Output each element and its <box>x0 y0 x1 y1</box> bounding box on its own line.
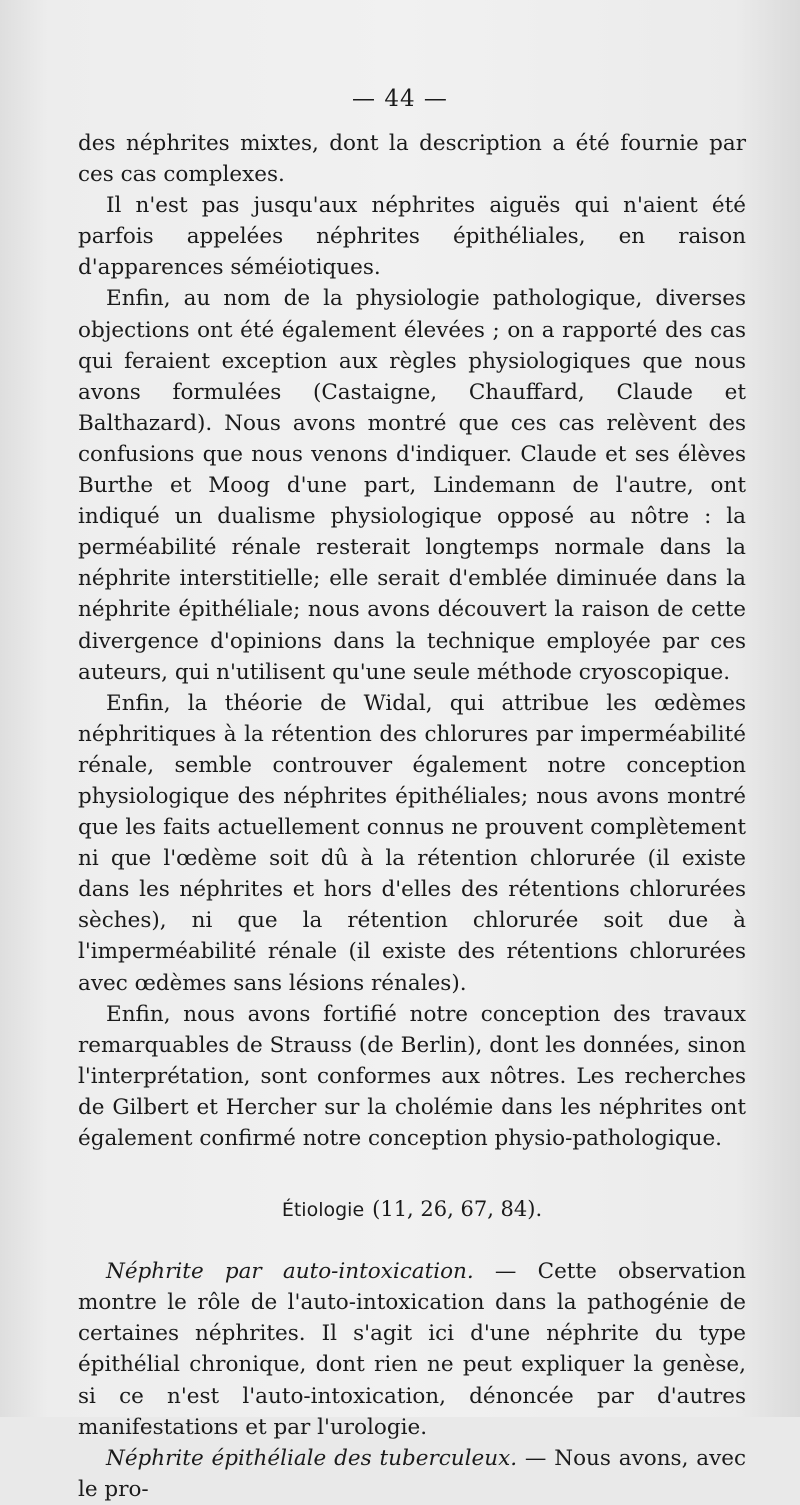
body-text <box>78 128 746 1505</box>
subsection-auto-intoxication <box>78 1256 746 1443</box>
paragraph-3: Enfin, au nom de la physiologie pathologique, diverses objections ont été également élevées ; on a rapporté des cas qui feraient exception aux règles physiologiques que nous avons formulées (Castaigne, Chauffard, Claude et Balthazard). Nous avons montré que ces cas relèvent des confusions que nous venons d'indiquer. Claude et ses élèves Burthe et Moog d'une part, Lindemann de l'autre, ont indiqué un dualisme physiologique opposé au nôtre : la perméabilité rénale resterait longtemps normale dans la néphrite interstitielle; elle serait d'emblée diminuée dans la néphrite épithéliale; nous avons découvert la raison de cette divergence d'opinions dans la technique employée par ces auteurs, qui n'utilisent qu'une seule méthode cryoscopique. <box>78 286 746 685</box>
subsection-lead: Néphrite épithéliale des tuberculeux. <box>106 1445 518 1471</box>
paragraph-5: Enfin, nous avons fortifié notre conception des travaux remarquables de Strauss (de Berlin), dont les données, sinon l'interprétation, sont conformes aux nôtres. Les recherches de Gilbert et Hercher sur la cholémie dans les néphrites ont également confirmé notre conception physio-pathologique. <box>78 1001 746 1151</box>
section-title: Étiologie <box>281 1199 365 1222</box>
paragraph-4: Enfin, la théorie de Widal, qui attribue les œdèmes néphritiques à la rétention des chlorures par imperméabilité rénale, semble controuver également notre conception physiologique des néphrites épithéliales; nous avons montré que les faits actuellement connus ne prouvent complètement ni que l'œdème soit dû à la rétention chlorurée (il existe dans les néphrites et hors d'elles des rétentions chlorurées sèches), ni que la rétention chlorurée soit due à l'imperméabilité rénale (il existe des rétentions chlorurées avec œdèmes sans lésions rénales). <box>78 690 746 996</box>
subsection-lead: Néphrite par auto-intoxication. <box>106 1259 474 1285</box>
section-heading <box>78 1194 746 1226</box>
paragraph-2: Il n'est pas jusqu'aux néphrites aiguës qui n'aient été parfois appelées néphrites épithéliales, en raison d'apparences séméiotiques. <box>78 193 746 281</box>
page-number: — 44 — <box>352 86 448 112</box>
section-references: (11, 26, 67, 84). <box>372 1197 543 1222</box>
subsection-text: — Nous avons, avec le pro- <box>78 1445 746 1502</box>
subsection-tuberculeux <box>78 1443 746 1505</box>
subsection-text: — Cette observation montre le rôle de l'auto-intoxication dans la pathogénie de certaines néphrites. Il s'agit ici d'une néphrite du type épithélial chronique, dont rien ne peut expliquer la genèse, si ce n'est l'auto-intoxication, dénoncée par d'autres manifestations et par l'urologie. <box>78 1259 746 1440</box>
paragraph-1: des néphrites mixtes, dont la description a été fournie par ces cas complexes. <box>78 131 746 188</box>
